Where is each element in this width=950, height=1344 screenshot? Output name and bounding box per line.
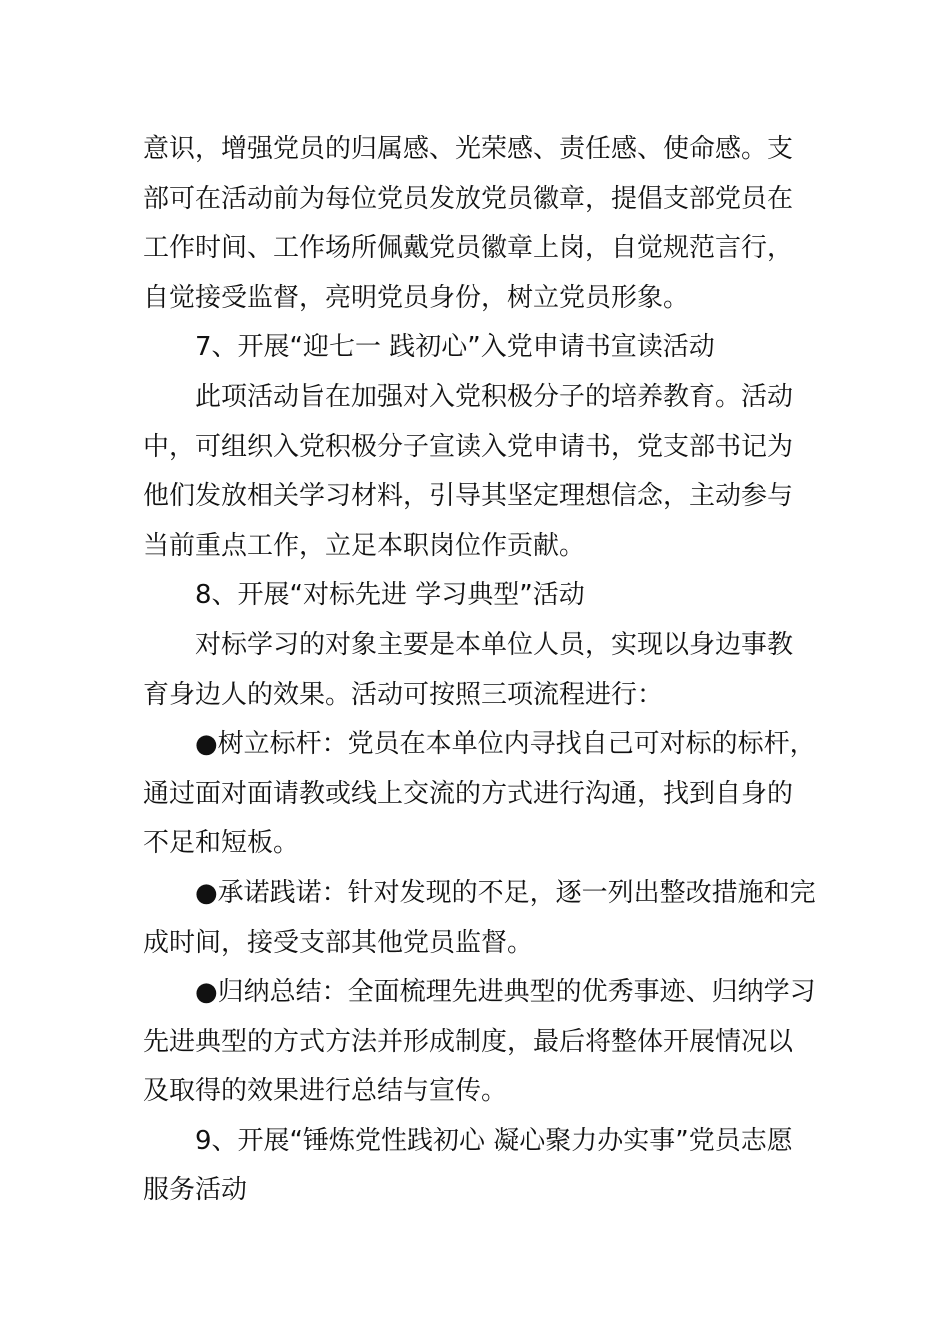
bullet-item-benchmark: ●树立标杆：党员在本单位内寻找自己可对标的标杆， [195, 729, 816, 760]
paragraph-line: 成时间，接受支部其他党员监督。 [143, 927, 534, 958]
document-body [143, 125, 816, 1216]
paragraph-line: 工作时间、工作场所佩戴党员徽章上岗，自觉规范言行， [143, 233, 794, 264]
paragraph-line: 意识，增强党员的归属感、光荣感、责任感、使命感。支 [143, 134, 794, 164]
section-heading-8: 8、开展“对标先进 学习典型”活动 [195, 580, 585, 611]
paragraph-line: 先进典型的方式方法并形成制度，最后将整体开展情况以 [143, 1026, 794, 1057]
paragraph-line: 育身边人的效果。活动可按照三项流程进行： [143, 679, 664, 710]
paragraph-line: 当前重点工作，立足本职岗位作贡献。 [143, 530, 586, 561]
bullet-item-commitment: ●承诺践诺：针对发现的不足，逐一列出整改措施和完 [195, 877, 816, 908]
paragraph-line: 自觉接受监督，亮明党员身份，树立党员形象。 [143, 282, 690, 313]
paragraph-line: 对标学习的对象主要是本单位人员，实现以身边事教 [195, 629, 794, 660]
bullet-item-summary: ●归纳总结：全面梳理先进典型的优秀事迹、归纳学习 [195, 977, 816, 1008]
paragraph-line: 部可在活动前为每位党员发放党员徽章，提倡支部党员在 [143, 183, 794, 214]
paragraph-line: 他们发放相关学习材料，引导其坚定理想信念，主动参与 [143, 481, 794, 512]
section-heading-9: 9、开展“锤炼党性践初心 凝心聚力办实事”党员志愿 [195, 1125, 793, 1156]
paragraph-line: 此项活动旨在加强对入党积极分子的培养教育。活动 [195, 381, 794, 412]
paragraph-line: 服务活动 [143, 1175, 248, 1206]
paragraph-line: 不足和短板。 [143, 828, 300, 859]
paragraph-line: 及取得的效果进行总结与宣传。 [143, 1076, 508, 1107]
section-heading-7: 7、开展“迎七一 践初心”入党申请书宣读活动 [195, 332, 715, 363]
paragraph-line: 中，可组织入党积极分子宣读入党申请书，党支部书记为 [143, 431, 794, 462]
paragraph-line: 通过面对面请教或线上交流的方式进行沟通，找到自身的 [143, 778, 794, 809]
